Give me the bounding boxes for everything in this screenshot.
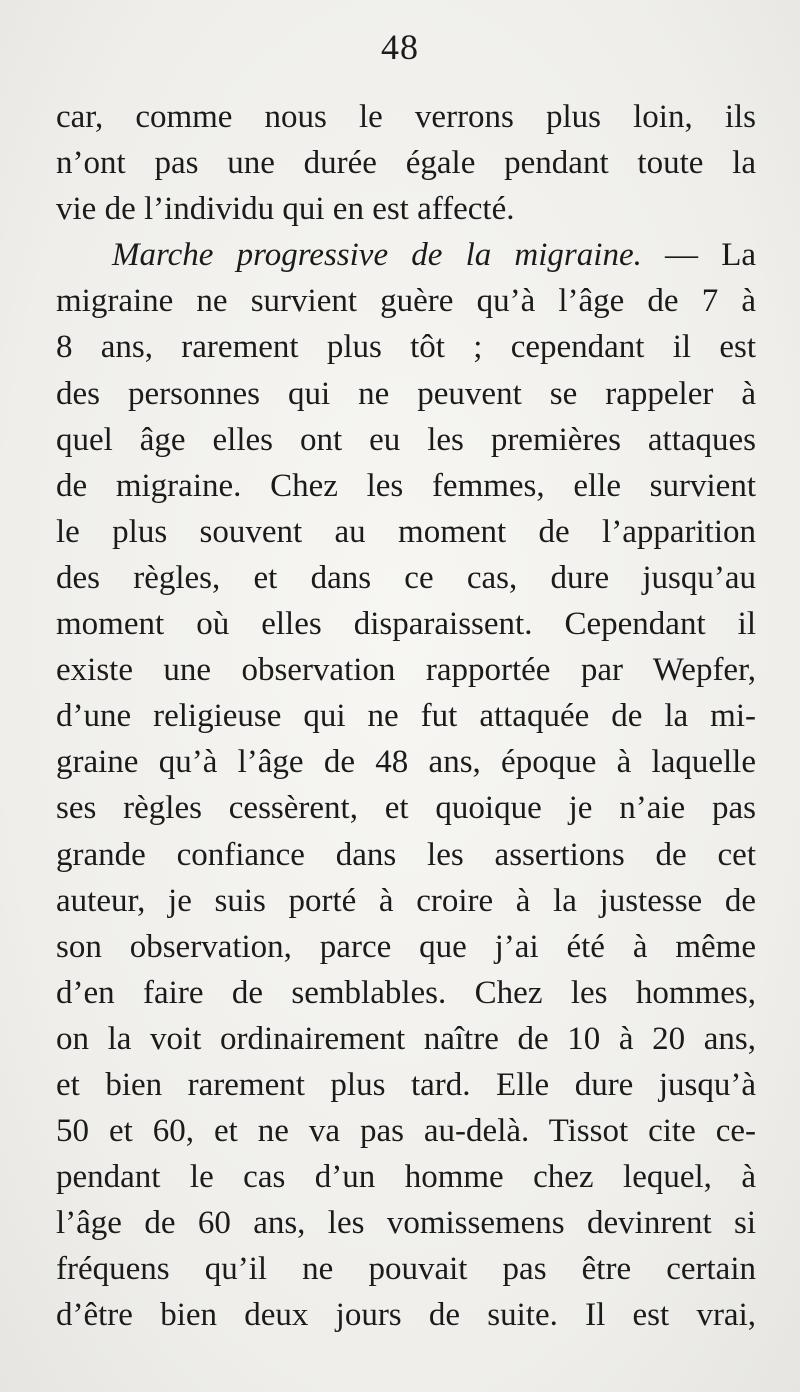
text-line: existe une observation rapportée par Wepfer, — [56, 652, 756, 689]
page-number: 48 — [381, 27, 419, 67]
text-line: migraine ne survient guère qu’à l’âge de 7 à — [56, 283, 756, 320]
text-line: 8 ans, rarement plus tôt ; cependant il est — [56, 329, 756, 366]
text-line: et bien rarement plus tard. Elle dure jusqu’à — [56, 1066, 756, 1103]
text-line: d’en faire de semblables. Chez les hommes, — [56, 974, 756, 1011]
text-line: car, comme nous le verrons plus loin, ils — [56, 99, 756, 135]
text-line: le plus souvent au moment de l’apparition — [56, 513, 756, 550]
body-text — [56, 94, 756, 1339]
text-line: d’être bien deux jours de suite. Il est vrai, — [56, 1297, 756, 1334]
text-line: 50 et 60, et ne va pas au-delà. Tissot cite ce- — [56, 1113, 756, 1150]
text-line: ses règles cessèrent, et quoique je n’aie pas — [56, 790, 756, 827]
text-line: quel âge elles ont eu les premières attaques — [56, 421, 756, 458]
text-line: n’ont pas une durée égale pendant toute la — [56, 145, 756, 182]
text-line: des personnes qui ne peuvent se rappeler à — [56, 375, 756, 412]
section-heading-line — [56, 232, 756, 278]
text-line: d’une religieuse qui ne fut attaquée de la mi- — [56, 698, 756, 735]
text-line: auteur, je suis porté à croire à la justesse de — [56, 882, 756, 919]
text-line: l’âge de 60 ans, les vomissemens devinrent si — [56, 1205, 756, 1242]
text-line: de migraine. Chez les femmes, elle survient — [56, 467, 756, 504]
section-heading: Marche progressive de la migraine. — [112, 237, 642, 274]
text-line: on la voit ordinairement naître de 10 à 20 ans, — [56, 1020, 756, 1057]
text-line: des règles, et dans ce cas, dure jusqu’au — [56, 559, 756, 596]
text-line: fréquens qu’il ne pouvait pas être certain — [56, 1251, 756, 1288]
text-line: grande confiance dans les assertions de cet — [56, 836, 756, 873]
text-line-continuation: — La — [641, 237, 756, 274]
text-line: moment où elles disparaissent. Cependant il — [56, 606, 756, 643]
text-line: graine qu’à l’âge de 48 ans, époque à laquelle — [56, 744, 756, 781]
text-line: pendant le cas d’un homme chez lequel, à — [56, 1159, 756, 1196]
text-line: vie de l’individu qui en est affecté. — [56, 191, 515, 228]
text-line: son observation, parce que j’ai été à même — [56, 928, 756, 965]
